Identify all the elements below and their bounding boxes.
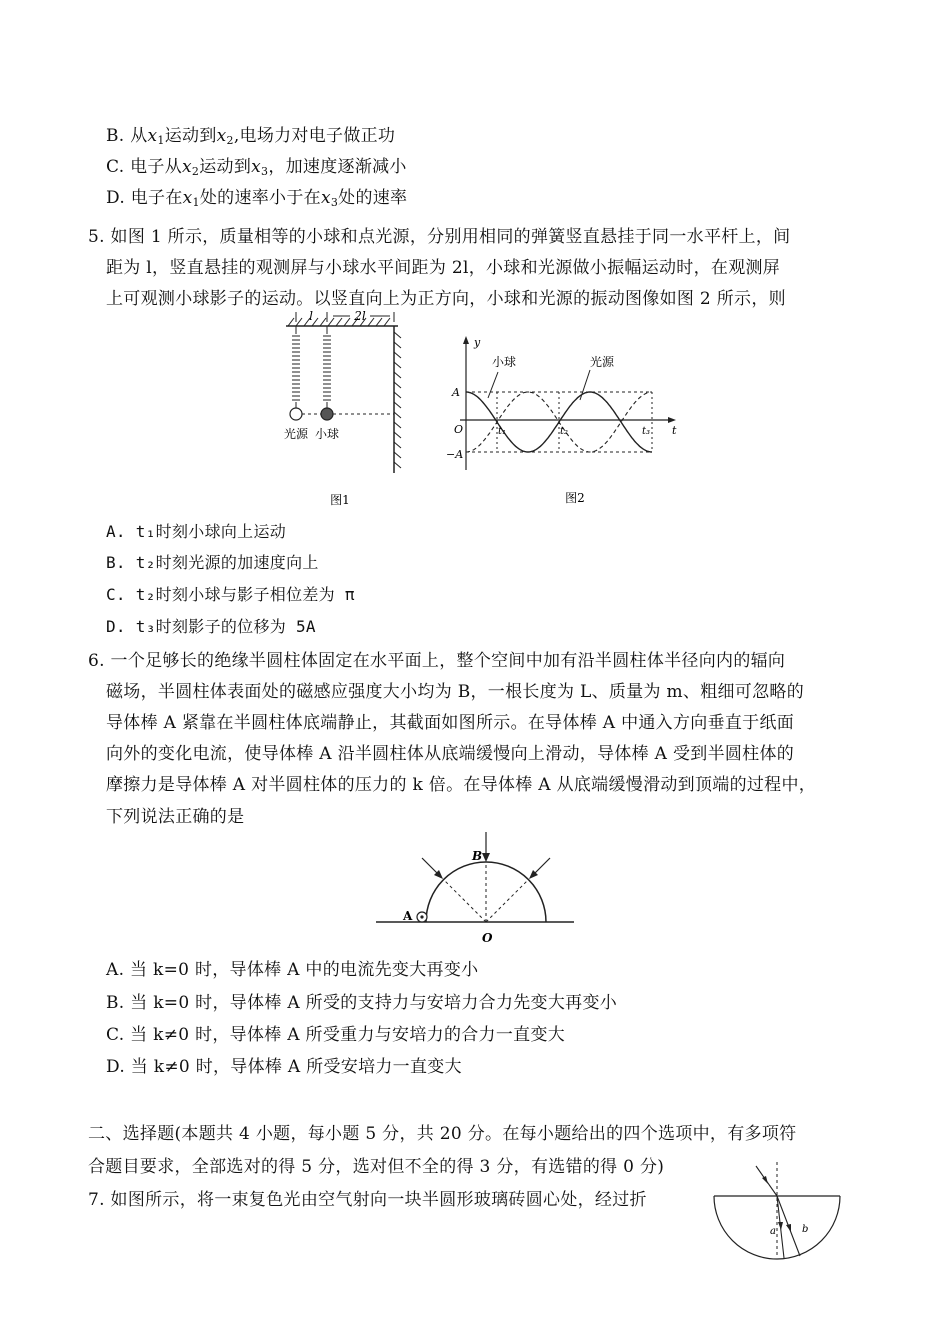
q5-figure-1	[280, 308, 410, 508]
fig2-caption: 图2	[565, 491, 585, 505]
q6-stem-line-6: 下列说法正确的是	[106, 807, 245, 827]
ball-circle	[321, 408, 333, 420]
q5-option-d: D. t₃时刻影子的位移为 5A	[106, 617, 316, 636]
q5-stem-line-3: 上可观测小球影子的运动。以竖直向上为正方向，小球和光源的振动图像如图 2 所示，则	[106, 289, 786, 309]
label-O: O	[482, 931, 493, 945]
q5-option-a: A. t₁时刻小球向上运动	[106, 522, 287, 541]
light-source-circle	[290, 408, 302, 420]
q4-option-d: D. 电子在$x_1$处的速率小于在$x_3$处的速率	[106, 188, 408, 209]
q5-option-b: B. t₂时刻光源的加速度向上	[106, 553, 319, 572]
q6-option-d: D. 当 k≠0 时，导体棒 A 所受安培力一直变大	[106, 1057, 462, 1077]
q5-stem-line-2: 距为 l，竖直悬挂的观测屏与小球水平间距为 2l，小球和光源做小振幅运动时，在观测屏	[106, 258, 781, 278]
label-ball-2: 小球	[492, 355, 517, 369]
q6-option-c: C. 当 k≠0 时，导体棒 A 所受重力与安培力的合力一直变大	[106, 1025, 566, 1045]
q6-stem-line-1: 6. 一个足够长的绝缘半圆柱体固定在水平面上，整个空间中加有沿半圆柱体半径向内的辐向	[88, 651, 786, 671]
label-B: B	[472, 849, 483, 863]
q6-option-a: A. 当 k=0 时，导体棒 A 中的电流先变大再变小	[106, 960, 479, 980]
ray-a-label: a	[770, 1226, 776, 1237]
q7-stem-line-1: 7. 如图所示，将一束复色光由空气射向一块半圆形玻璃砖圆心处，经过折	[88, 1190, 647, 1210]
q4-option-b: B. 从$x_1$运动到$x_2$,电场力对电子做正功	[106, 126, 396, 147]
label-source-2: 光源	[590, 355, 615, 369]
t-axis-label: t	[672, 424, 677, 437]
section2-line-2: 合题目要求，全部选对的得 5 分，选对但不全的得 3 分，有选错的得 0 分)	[88, 1157, 665, 1177]
y-axis-label: y	[474, 336, 481, 349]
fig1-caption: 图1	[330, 493, 350, 507]
dim-2l-label: 2l	[354, 309, 366, 323]
label-ball-1: 小球	[314, 427, 340, 441]
q6-option-b: B. 当 k=0 时，导体棒 A 所受的支持力与安培力合力先变大再变小	[106, 993, 618, 1013]
section2-line-1: 二、选择题(本题共 4 小题，每小题 5 分，共 20 分。在每小题给出的四个选项中，有多项符	[88, 1124, 797, 1144]
label-A: A	[403, 909, 413, 923]
q6-stem-line-3: 导体棒 A 紧靠在半圆柱体底端静止，其截面如图所示。在导体棒 A 中通入方向垂直于纸面	[106, 713, 795, 733]
q6-stem-line-4: 向外的变化电流，使导体棒 A 沿半圆柱体从底端缓慢向上滑动，导体棒 A 受到半圆柱体的	[106, 744, 795, 764]
q5-option-c: C. t₂时刻小球与影子相位差为 π	[106, 585, 355, 604]
q6-figure	[372, 828, 578, 950]
q5-figure-2	[440, 330, 685, 508]
q7-figure	[712, 1158, 842, 1262]
dim-l-label: l	[309, 309, 313, 323]
t1-label: t₁	[498, 426, 507, 437]
t3-label: t₃	[642, 426, 651, 437]
t2-label: t₂	[560, 426, 569, 437]
origin-label: O	[454, 423, 464, 436]
neg-amplitude-label: −A	[446, 448, 464, 461]
label-source-1: 光源	[283, 427, 309, 441]
amplitude-label: A	[452, 386, 460, 399]
q6-stem-line-5: 摩擦力是导体棒 A 对半圆柱体的压力的 k 倍。在导体棒 A 从底端缓慢滑动到顶端的过程中，	[106, 775, 817, 795]
q6-stem-line-2: 磁场，半圆柱体表面处的磁感应强度大小均为 B，一根长度为 L、质量为 m、粗细可忽略的	[106, 682, 805, 702]
ray-b-label: b	[802, 1224, 809, 1235]
q4-option-c: C. 电子从$x_2$运动到$x_3$，加速度逐渐减小	[106, 157, 407, 178]
q5-stem-line-1: 5. 如图 1 所示，质量相等的小球和点光源，分别用相同的弹簧竖直悬挂于同一水平杆上，间	[88, 227, 791, 247]
